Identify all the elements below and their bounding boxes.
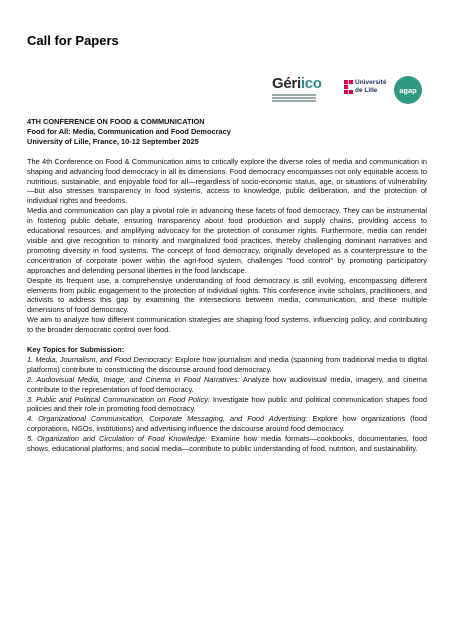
topic-item [27,414,427,434]
topic-item [27,355,427,375]
document-body [27,117,427,454]
paragraph: We aim to analyze how different communication strategies are shaping food systems, influencing policy, and contributing to the broader democratic control over food. [27,315,427,335]
topics-heading: Key Topics for Submission: [27,345,125,355]
partner-logos [270,76,425,104]
lille-mark-icon [344,80,353,98]
paragraph: Media and communication can play a pivotal role in advancing these facets of food democracy. They can be instrumental in fostering public debate, ensuring transparency about food production and supply chains, providing access to educational resources, and amplifying advocacy for the protection of consumer rights. Furthermore, media can render visible and give recognition to minority and marginalized food practices, thereby challenging dominant narratives and promoting diversity in food systems. The concept of food democracy, originally developed as a counterpressure to the concentration of corporate power within the agri-food system, challenges "food control" by promoting participatory approaches and defending personal liberties in the food landscape. [27,206,427,275]
conference-theme: Food for All: Media, Communication and Food Democracy [27,126,231,136]
topic-item [27,375,427,395]
conference-header [27,117,427,147]
topic-text: Explore how organizations (food corporations, NGOs, institutions) and advertising influence the discourse around food democracy. [27,414,428,434]
page-title: Call for Papers [27,33,119,48]
topic-text: Analyze how audiovisual media, imagery, and cinema contribute to the representation of food democracy. [27,374,427,394]
topic-title: 4. Organizational Communication, Corporate Messaging, and Food Advertising: [27,414,308,424]
topic-title: 1. Media, Journalism, and Food Democracy: [27,354,173,364]
topic-text: Investigate how public and political communication shapes food policies and their role in promoting food democracy. [27,394,427,414]
conference-name: 4TH CONFERENCE ON FOOD & COMMUNICATION [27,117,205,126]
topic-item [27,395,427,415]
topic-title: 3. Public and Political Communication on Food Policy: [27,394,210,404]
topic-text: Explore how journalism and media (spanning from traditional media to digital platforms) contribute to constructing the discourse around food democracy. [27,354,427,374]
agap-logo: agap [394,76,422,104]
conference-venue-date: University of Lille, France, 10-12 September 2025 [27,136,199,146]
topic-item [27,434,427,454]
topic-title: 5. Organization and Circulation of Food Knowledge: [27,434,208,444]
topic-text: Examine how media formats—cookbooks, documentaries, food shows, educational platforms, and social media—contribute to public understanding of food, nutrition, and sustainability. [27,434,427,454]
paragraph: Despite its frequent use, a comprehensive understanding of food democracy is still evolving, encompassing different elements from public engagement to the protection of individual rights. This conference invite scholars, practitioners, and activists to address this gap by examining the intersections between media, communication, and these multiple dimensions of food democracy. [27,275,427,315]
paragraph: The 4th Conference on Food & Communication aims to critically explore the diverse roles of media and communication in shaping and advancing food democracy in all its dimensions. Food democracy encompasses not only equitable access to nutritious, sustainable, and enjoyable food for all—regardless of socio-economic status, age, or situations of vulnerability—but also stresses transparency in food systems, access to knowledge, public deliberation, and the protection of individual rights and freedoms. [27,156,427,206]
topic-title: 2. Audiovisual Media, Image, and Cinema in Food Narratives: [27,374,240,384]
geriico-logo: Gériico [270,76,340,104]
universite-de-lille-logo: Université de Lille [344,77,386,103]
